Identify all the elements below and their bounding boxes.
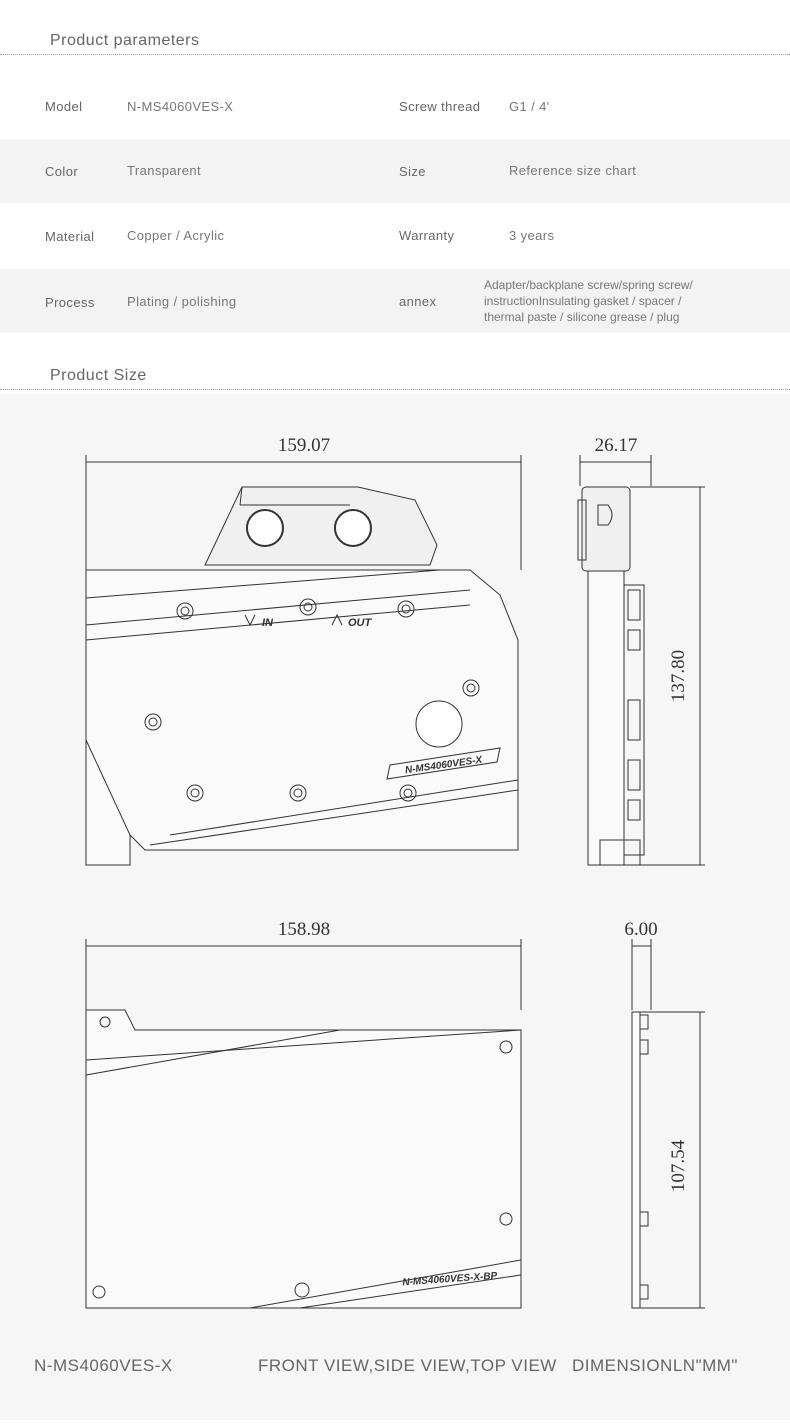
param-value: Plating / polishing	[127, 294, 237, 309]
standoff	[640, 1212, 648, 1226]
param-key: Size	[399, 164, 426, 179]
side-height-label: 137.80	[668, 649, 689, 703]
annex-line: thermal paste / silicone grease / plug	[484, 310, 680, 324]
block-model-label: N-MS4060VES-X	[404, 754, 483, 777]
param-row-color	[0, 139, 790, 203]
side-view	[578, 435, 705, 865]
backplate-body	[86, 1010, 521, 1308]
terminal-top	[205, 487, 437, 565]
param-row-process	[0, 269, 790, 333]
component	[628, 630, 640, 650]
param-value: G1 / 4'	[509, 99, 550, 114]
out-label: OUT	[348, 617, 372, 629]
param-key: Material	[45, 229, 95, 244]
param-key: Model	[45, 99, 83, 114]
standoff	[640, 1015, 648, 1029]
param-key: Process	[45, 295, 95, 310]
backplate-label: N-MS4060VES-X-BP	[402, 1270, 498, 1289]
annex-list	[484, 277, 693, 325]
component	[628, 700, 640, 740]
param-value: Reference size chart	[509, 163, 637, 178]
terminal-side	[582, 487, 630, 571]
block-side	[588, 571, 624, 865]
param-row-model	[0, 74, 790, 138]
footer-views: FRONT VIEW,SIDE VIEW,TOP VIEW	[258, 1356, 557, 1375]
footer-units: DIMENSIONLN"MM"	[572, 1356, 738, 1375]
parameters-title: Product parameters	[50, 32, 200, 49]
in-label: IN	[262, 617, 273, 629]
back-thickness-label: 6.00	[624, 919, 658, 940]
param-value: Copper / Acrylic	[127, 228, 225, 243]
size-title: Product Size	[50, 367, 147, 384]
backplate-side-view	[624, 919, 705, 1308]
param-value: Transparent	[127, 163, 202, 178]
side-thickness-label: 26.17	[594, 435, 638, 456]
backplate-edge	[632, 1012, 640, 1308]
port-out	[335, 510, 371, 546]
backplate-view	[86, 919, 521, 1308]
param-row-material	[0, 204, 790, 268]
divider	[0, 389, 790, 390]
size-diagram-area	[0, 394, 790, 1420]
plug	[416, 701, 462, 747]
pcb-side	[624, 585, 644, 855]
annex-line: instructionInsulating gasket / spacer /	[484, 294, 682, 308]
divider	[0, 54, 790, 55]
component	[628, 590, 640, 620]
dimension-drawing	[0, 394, 790, 1420]
param-key: Warranty	[399, 228, 455, 243]
param-value: N-MS4060VES-X	[127, 99, 234, 114]
component	[628, 760, 640, 790]
front-width-label: 159.07	[277, 435, 331, 456]
param-value: 3 years	[509, 228, 555, 243]
standoff	[640, 1040, 648, 1054]
port-in	[247, 510, 283, 546]
back-width-label: 158.98	[277, 919, 331, 940]
param-key: Screw thread	[399, 99, 481, 114]
footer-model: N-MS4060VES-X	[34, 1356, 173, 1375]
param-key: annex	[399, 294, 437, 309]
annex-line: Adapter/backplane screw/spring screw/	[484, 278, 693, 292]
standoff	[640, 1285, 648, 1299]
back-height-label: 107.54	[668, 1139, 689, 1193]
front-view	[86, 435, 521, 865]
param-key: Color	[45, 164, 79, 179]
component	[628, 800, 640, 820]
